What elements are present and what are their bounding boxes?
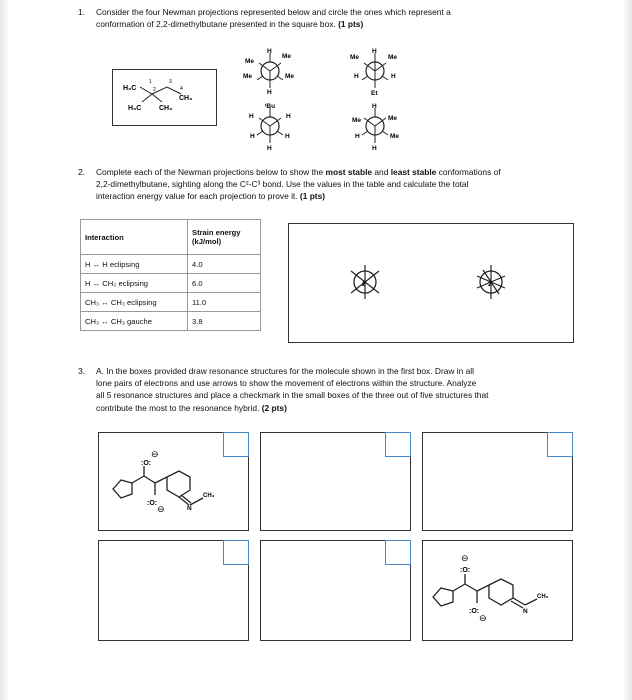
n4-top: H (372, 103, 377, 110)
newman-projection-2 (340, 45, 410, 97)
page-shadow-right (622, 0, 632, 700)
newman-projection-1 (235, 45, 305, 97)
table-header-row (81, 220, 261, 255)
n1-lower-right: Me (285, 73, 295, 80)
q3-text (96, 365, 596, 414)
n3-upper-left: H (249, 113, 254, 120)
q3-number: 3. (78, 366, 86, 376)
header-strain-energy: Strain energy (kJ/mol) (188, 220, 261, 255)
cell-energy: 11.0 (188, 293, 261, 312)
resonance-box-5[interactable] (260, 540, 411, 641)
checkmark-box-5[interactable] (385, 540, 411, 565)
n1-lower-left: Me (243, 73, 253, 80)
n2-lower-right: H (391, 73, 396, 80)
resonance-box-3[interactable] (422, 432, 573, 531)
cell-interaction: CH₃ ↔ CH₃ eclipsing (81, 293, 188, 312)
checkmark-box-2[interactable] (385, 432, 411, 457)
newman-template-left (351, 265, 379, 299)
n1-top: H (267, 48, 272, 55)
n4-bottom: H (372, 145, 377, 152)
label-ch3: CH₃ (179, 95, 193, 102)
newman-projection-4 (340, 100, 410, 152)
cell-interaction: H ↔ CH₃ eclipsing (81, 274, 188, 293)
q3-text-line4: contribute the most to the resonance hybrid. (2 pts) (96, 402, 287, 413)
header-interaction: Interaction (81, 220, 188, 255)
q3-text-line1: A. In the boxes provided draw resonance structures for the molecule shown in the first box. Draw in all (96, 366, 474, 376)
q1-text-line1: Consider the four Newman projections represented below and circle the ones which represent a (96, 7, 451, 17)
nitrogen-label: N (187, 505, 192, 512)
q2-points: (1 pts) (299, 191, 326, 202)
molecule-drawing-2 (423, 541, 572, 640)
table-row (81, 274, 261, 293)
label-c4: 4 (180, 86, 183, 92)
newman-projection-3 (235, 100, 305, 152)
n2-bottom: Et (371, 90, 378, 97)
methyl-label-2: CH₃ (537, 594, 549, 600)
table-row (81, 293, 261, 312)
oxygen-top: :O: (141, 460, 152, 467)
label-c3: 3 (169, 79, 172, 85)
q2-text-line1: Complete each of the Newman projections below to show the most stable and least stable conformations of (96, 167, 501, 177)
checkmark-box-3[interactable] (547, 432, 573, 457)
n4-upper-right: Me (388, 115, 398, 122)
q1-text-line2: conformation of 2,2-dimethylbutane presented in the square box. (1 pts) (96, 19, 364, 30)
oxygen-bottom-2: :O: (469, 608, 480, 615)
n3-upper-right: H (286, 113, 291, 120)
n1-upper-left: Me (245, 58, 255, 65)
n3-lower-right: H (285, 133, 290, 140)
methyl-label: CH₃ (203, 493, 215, 499)
dimethylbutane-structure (113, 70, 216, 125)
q1-number: 1. (78, 7, 86, 17)
n3-lower-left: H (250, 133, 255, 140)
q1-points: (1 pts) (338, 19, 364, 30)
label-c2: 2 (153, 87, 156, 93)
n1-upper-right: Me (282, 53, 292, 60)
cell-energy: 3.8 (188, 312, 261, 331)
cell-energy: 6.0 (188, 274, 261, 293)
label-h3c-bottom: H₃C (128, 105, 142, 112)
nitrogen-label-2: N (523, 608, 528, 615)
n4-upper-left: Me (352, 117, 362, 124)
table-row (81, 255, 261, 274)
q2-text-line3: interaction energy value for each projection to prove it. (1 pts) (96, 191, 326, 202)
minus-charge-bottom-2: ⊖ (479, 613, 487, 623)
minus-charge-bottom: ⊖ (157, 504, 165, 514)
n2-lower-left: H (354, 73, 359, 80)
q2-number: 2. (78, 167, 86, 177)
q1-structure-box (112, 69, 217, 126)
checkmark-box-4[interactable] (223, 540, 249, 565)
minus-charge-top: ⊖ (151, 449, 159, 459)
n3-top: ᵗBu (265, 103, 276, 110)
minus-charge-top-2: ⊖ (461, 553, 469, 563)
label-h3c-top: H₃C (123, 85, 137, 92)
oxygen-bottom: :O: (147, 500, 158, 507)
q2-newman-templates (289, 224, 573, 342)
n2-top: H (372, 48, 377, 55)
strain-energy-table (80, 219, 261, 331)
page-shadow-left (0, 0, 10, 700)
n2-upper-right: Me (388, 54, 398, 61)
checkmark-box-1[interactable] (223, 432, 249, 457)
n4-lower-right: Me (390, 133, 400, 140)
q3-text-line2: lone pairs of electrons and use arrows to show the movement of electrons within the structure. Analyze (96, 378, 477, 389)
label-ch3-bottom: CH₃ (159, 105, 173, 112)
newman-template-right (477, 265, 505, 299)
newman-left-carbon-label: 2 (362, 281, 366, 288)
n4-lower-left: H (355, 133, 360, 140)
newman-right-carbon-label: 2 (488, 281, 492, 288)
resonance-box-6[interactable] (422, 540, 573, 641)
n2-upper-left: Me (350, 54, 360, 61)
resonance-box-4[interactable] (98, 540, 249, 641)
q2-text (96, 166, 596, 203)
resonance-box-1 (98, 432, 249, 531)
q3-text-line3: all 5 resonance structures and place a checkmark in the small boxes of the three out of five structures that (96, 390, 489, 401)
label-c1: 1 (149, 79, 152, 85)
resonance-box-2[interactable] (260, 432, 411, 531)
n1-bottom: H (267, 89, 272, 96)
cell-interaction: CH₃ ↔ CH₃ gauche (81, 312, 188, 331)
table-row (81, 312, 261, 331)
q2-newman-answer-box[interactable] (288, 223, 574, 343)
cell-energy: 4.0 (188, 255, 261, 274)
q1-text (96, 6, 596, 30)
cell-interaction: H ↔ H eclipsing (81, 255, 188, 274)
n3-bottom: H (267, 145, 272, 152)
q3-points: (2 pts) (261, 402, 287, 413)
q2-text-line2: 2,2-dimethylbutane, sighting along the C²-C³ bond. Use the values in the table and calculate the total (96, 179, 469, 190)
oxygen-top-2: :O: (460, 567, 471, 574)
